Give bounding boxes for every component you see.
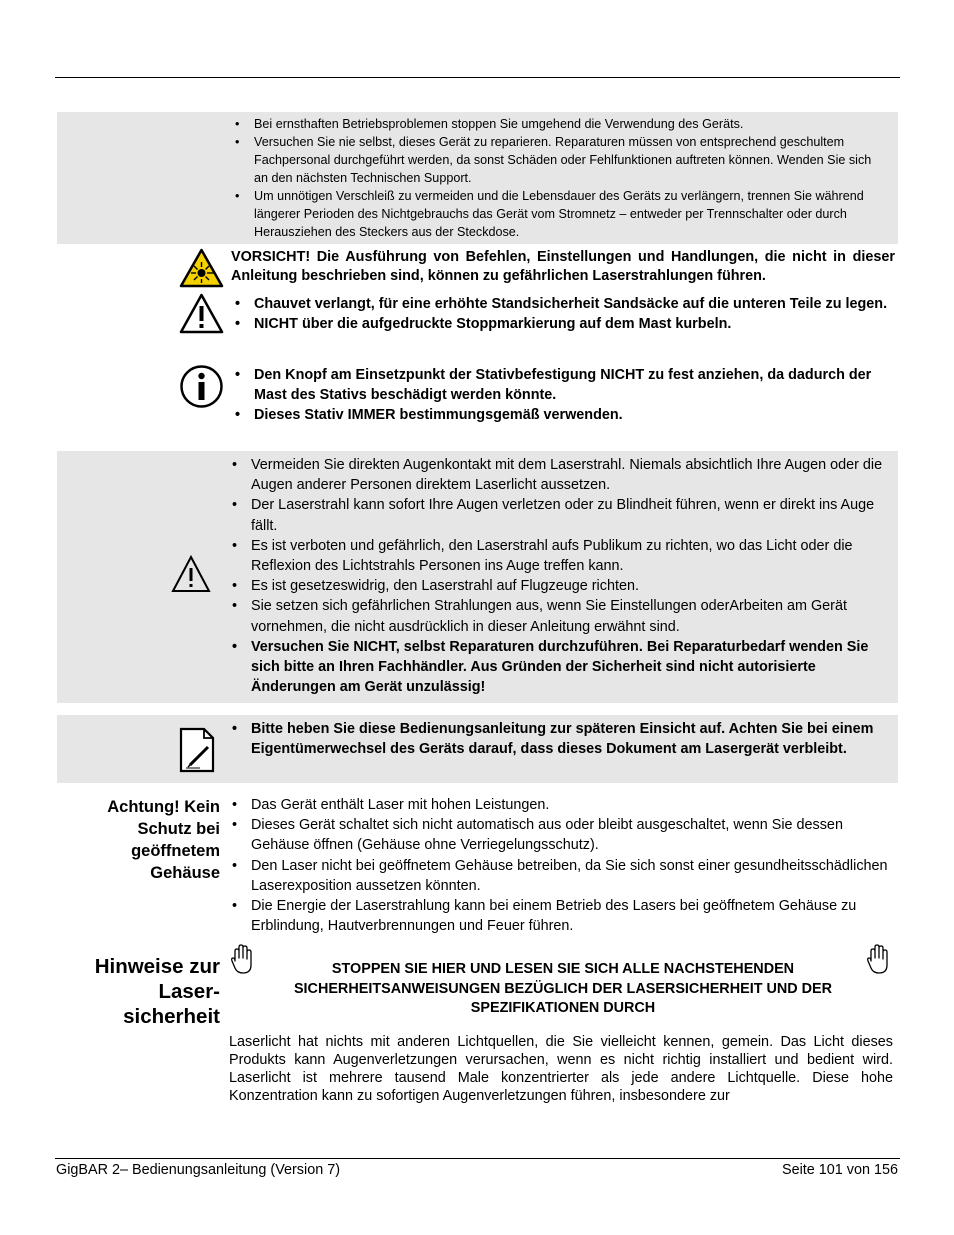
stop-notice: STOPPEN SIE HIER UND LESEN SIE SICH ALLE NACHSTEHENDEN SICHERHEITSANWEISUNGEN BEZÜGLICH DER LASERSICHERHEIT UND DER SPEZIFIKATIONEN DURCH — [293, 961, 833, 1016]
laser-safety-paragraph: Laserlicht hat nichts mit anderen Lichtquellen, die Sie vielleicht kennen, gemein. Das Licht dieses Produkts kann Augenverletzungen verursachen, wenn es nicht richtig installiert und bedient wird. Laserlicht ist mehrere tausend Male konzentrierter als jede andere Lichtquelle. Diese hohe Konzentration kann zu sofortigen Augenverletzungen führen, insbesondere zur — [229, 1034, 893, 1104]
note-pencil-icon — [178, 727, 216, 773]
info-icon — [179, 364, 224, 409]
stand-warning-list — [232, 294, 895, 334]
list-item: • NICHT über die aufgedruckte Stoppmarkierung auf dem Mast kurbeln. — [232, 314, 895, 334]
header-rule — [55, 77, 900, 78]
maintenance-list — [232, 115, 882, 241]
heading-line: Schutz bei — [137, 820, 220, 838]
list-item: • Versuchen Sie NICHT, selbst Reparaturen durchzuführen. Bei Reparaturbedarf wenden Sie sich bitte an Ihren Fachhändler. Aus Gründen der Sicherheit sind nicht autorisierte Änderungen am Gerät unzulässig! — [229, 637, 894, 698]
list-item: • Versuchen Sie nie selbst, dieses Gerät zu reparieren. Reparaturen müssen von entsprechend geschultem Fachpersonal durchgeführt werden, da sonst Schäden oder Fehlfunktionen auftreten können. Wenden Sie sich an den nächsten Technischen Support. — [232, 133, 882, 187]
heading-line: Hinweise zur — [94, 955, 220, 978]
warning-triangle-icon — [179, 292, 224, 334]
heading-line: Laser- — [158, 980, 220, 1003]
note-box — [57, 715, 898, 783]
list-item: • Um unnötigen Verschleiß zu vermeiden und die Lebensdauer des Geräts zu verlängern, trennen Sie während längerer Perioden des Nichtgebrauchs das Gerät vom Stromnetz – entweder per Trennschalter oder durch Herausziehen des Steckers aus der Steckdose. — [232, 187, 882, 241]
caution-text: VORSICHT! Die Ausführung von Befehlen, Einstellungen und Handlungen, die nicht in dieser Anleitung beschrieben sind, können zu gefährlichen Laserstrahlungen führen. — [231, 249, 895, 284]
list-item: • Den Laser nicht bei geöffnetem Gehäuse betreiben, da Sie sich sonst einer gesundheitsschädlichen Laserexposition aussetzen könnten. — [229, 856, 896, 896]
list-item: • Bei ernsthaften Betriebsproblemen stoppen Sie umgehend die Verwendung des Geräts. — [232, 115, 882, 133]
footer-page-number: Seite 101 von 156 — [781, 1162, 898, 1178]
heading-line: sicherheit — [123, 1005, 220, 1028]
heading-line: geöffnetem — [131, 842, 220, 860]
list-item: • Vermeiden Sie direkten Augenkontakt mit dem Laserstrahl. Niemals absichtlich Ihre Augen oder die Augen anderer Personen direktem Laserlicht aussetzen. — [229, 455, 894, 495]
stand-info-list — [232, 365, 895, 426]
maintenance-box — [57, 112, 898, 244]
footer-rule — [55, 1158, 900, 1159]
list-item: • Die Energie der Laserstrahlung kann bei einem Betrieb des Lasers bei geöffnetem Gehäuse zu Erblindung, Hautverbrennungen und Feuer führen. — [229, 896, 896, 936]
note-list — [229, 719, 884, 759]
list-item: • Chauvet verlangt, für eine erhöhte Standsicherheit Sandsäcke auf die unteren Teile zu legen. — [232, 294, 895, 314]
laser-safety-heading — [60, 954, 220, 1029]
list-item: • Den Knopf am Einsetzpunkt der Stativbefestigung NICHT zu fest anziehen, da dadurch der Mast des Stativs beschädigt werden könnte. — [232, 365, 895, 405]
housing-list — [229, 795, 896, 936]
list-item: • Sie setzen sich gefährlichen Strahlungen aus, wenn Sie Einstellungen oderArbeiten am Gerät vornehmen, die nicht ausdrücklich in dieser Anleitung erwähnt sind. — [229, 596, 894, 636]
laser-warning-box — [57, 451, 898, 703]
list-item: • Es ist gesetzeswidrig, den Laserstrahl auf Flugzeuge richten. — [229, 576, 894, 596]
list-item: • Das Gerät enthält Laser mit hohen Leistungen. — [229, 795, 896, 815]
list-item: • Dieses Stativ IMMER bestimmungsgemäß verwenden. — [232, 405, 895, 425]
heading-line: Gehäuse — [150, 864, 220, 882]
list-item: • Der Laserstrahl kann sofort Ihre Augen verletzen oder zu Blindheit führen, wenn er direkt ins Auge fällt. — [229, 495, 894, 535]
housing-heading — [60, 796, 220, 884]
list-item: • Dieses Gerät schaltet sich nicht automatisch aus oder bleibt ausgeschaltet, wenn Sie dessen Gehäuse öffnen (Gehäuse ohne Verriegelungsschutz). — [229, 815, 896, 855]
footer-document-title: GigBAR 2– Bedienungsanleitung (Version 7) — [56, 1162, 340, 1178]
warning-triangle-icon — [171, 555, 211, 593]
heading-line: Achtung! Kein — [107, 798, 220, 816]
laser-warning-list — [229, 455, 894, 697]
list-item: • Bitte heben Sie diese Bedienungsanleitung zur späteren Einsicht auf. Achten Sie bei einem Eigentümerwechsel des Geräts darauf, dass dieses Dokument am Lasergerät verbleibt. — [229, 719, 884, 759]
laser-warning-icon — [179, 248, 224, 288]
list-item: • Es ist verboten und gefährlich, den Laserstrahl aufs Publikum zu richten, wo das Licht oder die Reflexion des Lichtstrahls Personen ins Auge treffen kann. — [229, 536, 894, 576]
